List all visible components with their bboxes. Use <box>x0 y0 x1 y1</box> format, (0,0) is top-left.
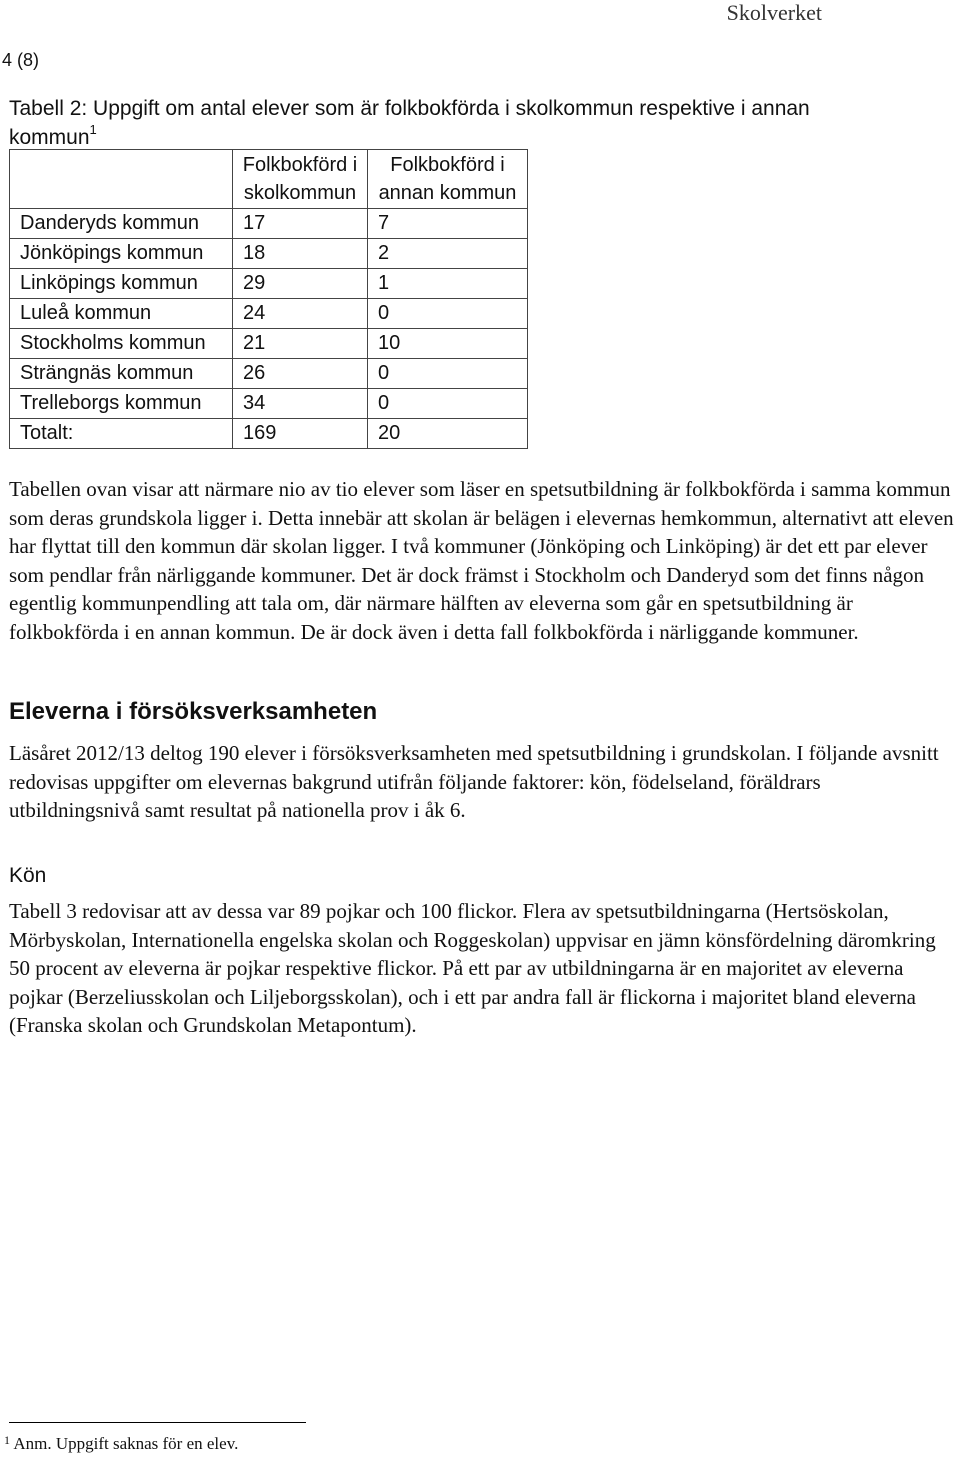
cell-kommun: Stockholms kommun <box>10 329 233 359</box>
body-paragraph: Tabellen ovan visar att närmare nio av tio elever som läser en spetsutbildning är folkbokförda i samma kommun som deras grundskola ligger i. Detta innebär att skolan är belägen i elevernas hemkommun, alternativt att eleven har flyttat till den kommun där skolan ligger. I två kommuner (Jönköping och Linköping) är det ett par elever som pendlar från närliggande kommuner. Det är dock främst i Stockholm och Danderyd som det finns någon egentlig kommunpendling att tala om, där närmare hälften av eleverna som går en spetsutbildning är folkbokförda i en annan kommun. De är dock även i detta fall folkbokförda i närliggande kommuner. <box>9 477 954 644</box>
table-header-annan-kommun: Folkbokförd i annan kommun <box>368 150 528 209</box>
table-caption-footnote-ref: 1 <box>89 122 97 137</box>
table-row <box>10 359 528 389</box>
cell-kommun: Trelleborgs kommun <box>10 389 233 419</box>
table-row <box>10 329 528 359</box>
cell-kommun: Linköpings kommun <box>10 269 233 299</box>
cell-skolkommun: 29 <box>233 269 368 299</box>
table-header-row <box>10 150 528 209</box>
cell-skolkommun: 24 <box>233 299 368 329</box>
footnote-marker: 1 <box>4 1433 10 1447</box>
kommun-table <box>9 149 528 449</box>
table-header-kommun <box>10 150 233 209</box>
table-caption-text: Tabell 2: Uppgift om antal elever som är folkbokförda i skolkommun respektive i annan kommun <box>9 97 810 149</box>
section-heading: Eleverna i försöksverksamheten <box>9 698 378 725</box>
table-row <box>10 269 528 299</box>
cell-skolkommun: 169 <box>233 419 368 449</box>
header-organization: Skolverket <box>726 0 822 25</box>
cell-kommun: Jönköpings kommun <box>10 239 233 269</box>
cell-annan: 0 <box>368 389 528 419</box>
cell-kommun: Luleå kommun <box>10 299 233 329</box>
cell-skolkommun: 18 <box>233 239 368 269</box>
cell-annan: 20 <box>368 419 528 449</box>
cell-kommun: Totalt: <box>10 419 233 449</box>
cell-annan: 0 <box>368 359 528 389</box>
table-header-skolkommun: Folkbokförd i skolkommun <box>233 150 368 209</box>
footnote-text: Anm. Uppgift saknas för en elev. <box>13 1434 239 1453</box>
footnote-divider <box>9 1422 306 1423</box>
cell-skolkommun: 21 <box>233 329 368 359</box>
table-row <box>10 299 528 329</box>
table-row <box>10 239 528 269</box>
subsection-paragraph: Tabell 3 redovisar att av dessa var 89 pojkar och 100 flickor. Flera av spetsutbildningarna (Hertsöskolan, Mörbyskolan, Internationella engelska skolan och Roggeskolan) uppvisar en jämn könsfördelning däromkring 50 procent av eleverna är pojkar respektive flickor. På ett par av utbildningarna är en majoritet av eleverna pojkar (Berzeliusskolan och Liljeborgsskolan), och i ett par andra fall är flickorna i majoritet bland eleverna (Franska skolan och Grundskolan Metapontum). <box>9 899 936 1037</box>
table-row <box>10 389 528 419</box>
cell-annan: 7 <box>368 209 528 239</box>
subsection-heading: Kön <box>9 864 47 887</box>
cell-skolkommun: 26 <box>233 359 368 389</box>
cell-annan: 2 <box>368 239 528 269</box>
cell-skolkommun: 34 <box>233 389 368 419</box>
table-total-row <box>10 419 528 449</box>
footnote <box>4 1434 238 1454</box>
table-caption <box>9 94 849 152</box>
cell-annan: 10 <box>368 329 528 359</box>
page-number: 4 (8) <box>2 50 40 70</box>
table-row <box>10 209 528 239</box>
cell-kommun: Danderyds kommun <box>10 209 233 239</box>
cell-skolkommun: 17 <box>233 209 368 239</box>
section-paragraph: Läsåret 2012/13 deltog 190 elever i försöksverksamheten med spetsutbildning i grundskolan. I följande avsnitt redovisas uppgifter om elevernas bakgrund utifrån följande faktorer: kön, födelseland, föräldrars utbildningsnivå samt resultat på nationella prov i åk 6. <box>9 741 939 822</box>
cell-annan: 1 <box>368 269 528 299</box>
cell-annan: 0 <box>368 299 528 329</box>
cell-kommun: Strängnäs kommun <box>10 359 233 389</box>
